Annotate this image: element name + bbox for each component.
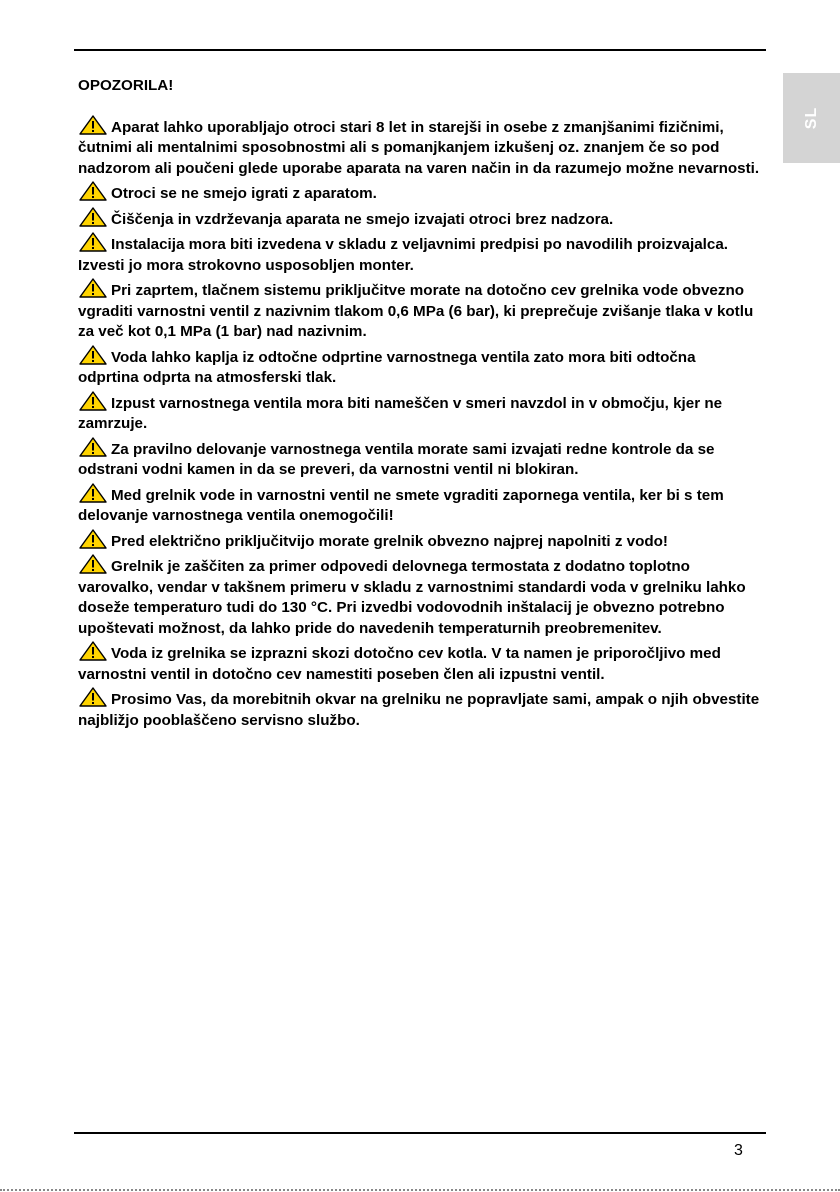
warning-text: Pred električno priključitvijo morate grelnik obvezno najprej napolniti z vodo!: [111, 532, 668, 550]
warning-item: [78, 391, 760, 435]
warning-triangle-icon: [78, 554, 108, 574]
page-number: 3: [734, 1142, 743, 1159]
warning-text: Voda lahko kaplja iz odtočne odprtine varnostnega ventila zato mora biti odtočna odprtina odprta na atmosferski tlak.: [78, 348, 696, 386]
warning-text: Med grelnik vode in varnostni ventil ne smete vgraditi zapornega ventila, ker bi s tem delovanje varnostnega ventila onemogočili!: [78, 486, 724, 524]
warning-item: [78, 278, 760, 343]
warning-text: Aparat lahko uporabljajo otroci stari 8 let in starejši in osebe z zmanjšanimi fizičnimi, čutnimi ali mentalnimi sposobnostmi ali s pomanjkanjem izkušenj oz. znanjem če so pod nadzorom ali poučeni glede uporabe aparata na varen način in da razumejo možne nevarnosti.: [78, 118, 760, 177]
warning-triangle-icon: [78, 115, 108, 135]
warning-text: Izpust varnostnega ventila mora biti nameščen v smeri navzdol in v območju, kjer ne zamrzuje.: [78, 394, 723, 432]
page-edge: [0, 1189, 840, 1191]
warning-item: [78, 437, 760, 481]
warning-triangle-icon: [78, 391, 108, 411]
footer-rule: [74, 1132, 766, 1134]
warning-item: [78, 641, 760, 685]
warning-text: Voda iz grelnika se izprazni skozi dotočno cev kotla. V ta namen je priporočljivo med varnostni ventil in dotočno cev namestiti poseben člen ali izpustni ventil.: [78, 645, 721, 683]
warning-triangle-icon: [78, 687, 108, 707]
warning-item: [78, 181, 760, 205]
warning-item: [78, 207, 760, 231]
warning-text: Pri zaprtem, tlačnem sistemu priključitve morate na dotočno cev grelnika vode obvezno vgraditi varnostni ventil z nazivnim tlakom 0,6 MPa (6 bar), ki preprečuje zvišanje tlaka v kotlu za več kot 0,1 MPa (1 bar) nad nazivnim.: [78, 282, 754, 340]
warning-triangle-icon: [78, 181, 108, 201]
warning-triangle-icon: [78, 483, 108, 503]
language-tab-label: SL: [802, 106, 820, 130]
warning-item: [78, 687, 760, 731]
warnings-section: [78, 76, 760, 733]
warning-text: Otroci se ne smejo igrati z aparatom.: [111, 185, 377, 202]
warning-triangle-icon: [78, 278, 108, 298]
warning-item: [78, 232, 760, 276]
warning-text: Grelnik je zaščiten za primer odpovedi delovnega termostata z dodatno toplotno varovalko, vendar v takšnem primeru v skladu z varnostnimi standardi voda v grelniku lahko doseže temperaturo tudi do 130 °C. Pri izvedbi vodovodnih inštalacij je obvezno potrebno upoštevati možnost, da lahko pride do navedenih temperaturnih preobremenitev.: [78, 558, 746, 637]
warnings-heading: OPOZORILA!: [78, 77, 174, 94]
warning-text: Za pravilno delovanje varnostnega ventila morate sami izvajati redne kontrole da se odstrani vodni kamen in da se preveri, da varnostni ventil ni blokiran.: [78, 440, 715, 478]
warning-triangle-icon: [78, 529, 108, 549]
warning-item: [78, 483, 760, 527]
warning-item: [78, 115, 760, 180]
warning-text: Instalacija mora biti izvedena v skladu z veljavnimi predpisi po navodilih proizvajalca. Izvesti jo mora strokovno usposobljen monter.: [78, 236, 728, 274]
warning-text: Čiščenja in vzdrževanja aparata ne smejo izvajati otroci brez nadzora.: [111, 210, 614, 228]
warning-triangle-icon: [78, 232, 108, 252]
warning-triangle-icon: [78, 345, 108, 365]
warning-triangle-icon: [78, 207, 108, 227]
warning-item: [78, 345, 760, 389]
warning-text: Prosimo Vas, da morebitnih okvar na grelniku ne popravljate sami, ampak o njih obvestite najbližjo pooblaščeno servisno službo.: [78, 691, 760, 729]
warning-triangle-icon: [78, 641, 108, 661]
language-tab: [783, 73, 840, 163]
warning-triangle-icon: [78, 437, 108, 457]
warning-item: [78, 554, 760, 639]
header-rule: [74, 49, 766, 51]
warning-item: [78, 529, 760, 553]
